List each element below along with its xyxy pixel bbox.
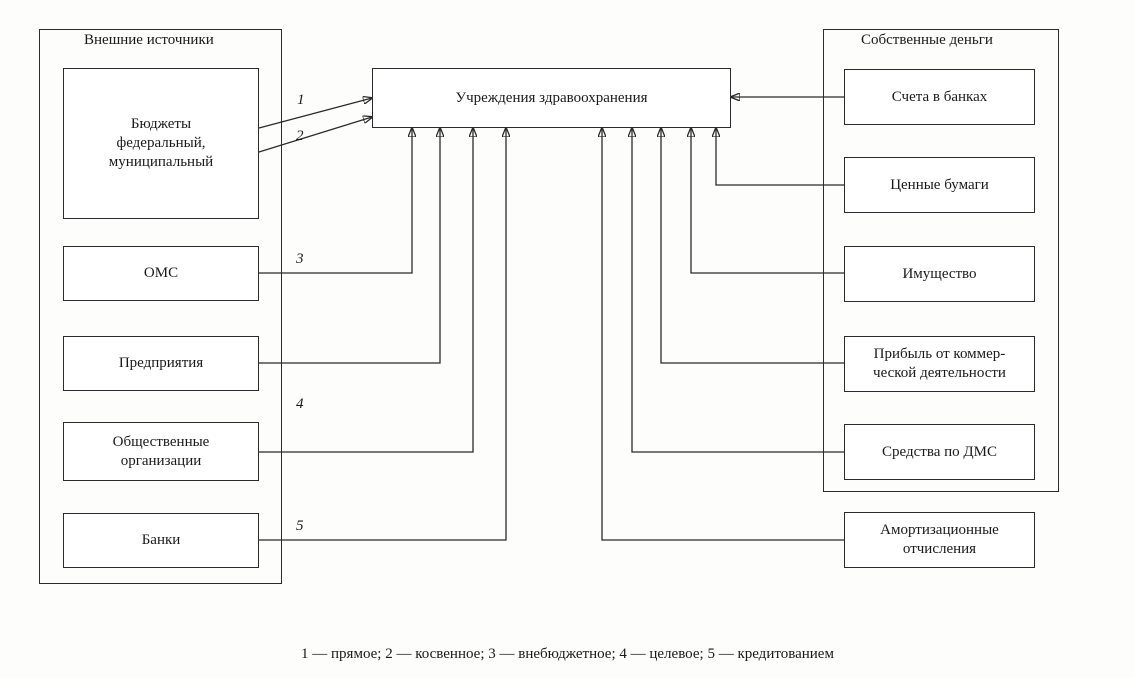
- edge-label-2: 2: [296, 128, 304, 144]
- box-dms-funds-label: Средства по ДМС: [882, 443, 997, 460]
- box-commercial-profit-line-2: ческой деятельности: [873, 365, 1006, 381]
- edge-label-3: 3: [296, 251, 304, 267]
- box-commercial-profit-line-1: Прибыль от коммер-: [873, 346, 1006, 363]
- edge-label-1: 1: [297, 92, 305, 108]
- box-bank-accounts-label: Счета в банках: [891, 88, 988, 105]
- box-budgets-line-3: муниципальный: [108, 153, 214, 170]
- box-budgets[interactable]: [63, 68, 259, 219]
- box-budgets-line-2: федеральный,: [116, 135, 206, 152]
- box-depreciation[interactable]: [844, 512, 1035, 568]
- box-public-organizations[interactable]: [63, 422, 259, 481]
- hub-box-healthcare-institutions[interactable]: [372, 68, 731, 128]
- box-depreciation-line-2: отчисления: [902, 541, 977, 557]
- box-enterprises[interactable]: [63, 336, 259, 391]
- box-securities[interactable]: [844, 157, 1035, 213]
- box-public-organizations-line-2: организации: [120, 452, 202, 469]
- box-public-organizations-line-1: Общественные: [112, 433, 210, 450]
- box-property-label: Имущество: [902, 265, 977, 282]
- group-title-own: Собственные деньги: [855, 32, 999, 49]
- hub-label: Учреждения здравоохранения: [455, 89, 648, 106]
- box-depreciation-line-1: Амортизационные: [880, 522, 999, 539]
- box-dms-funds[interactable]: [844, 424, 1035, 480]
- box-oms-label: ОМС: [143, 265, 179, 282]
- legend-caption: 1 — прямое; 2 — косвенное; 3 — внебюджетное; 4 — целевое; 5 — кредитованием: [301, 646, 834, 662]
- edge-label-4: 4: [296, 396, 304, 412]
- box-banks-label: Банки: [141, 532, 181, 549]
- box-budgets-line-1: Бюджеты: [130, 116, 192, 133]
- box-oms[interactable]: [63, 246, 259, 301]
- box-commercial-profit[interactable]: [844, 336, 1035, 392]
- box-enterprises-label: Предприятия: [118, 355, 204, 372]
- box-banks[interactable]: [63, 513, 259, 568]
- box-bank-accounts[interactable]: [844, 69, 1035, 125]
- box-property[interactable]: [844, 246, 1035, 302]
- group-title-external: Внешние источники: [78, 32, 220, 49]
- edge-label-5: 5: [296, 518, 304, 534]
- box-securities-label: Ценные бумаги: [890, 176, 989, 193]
